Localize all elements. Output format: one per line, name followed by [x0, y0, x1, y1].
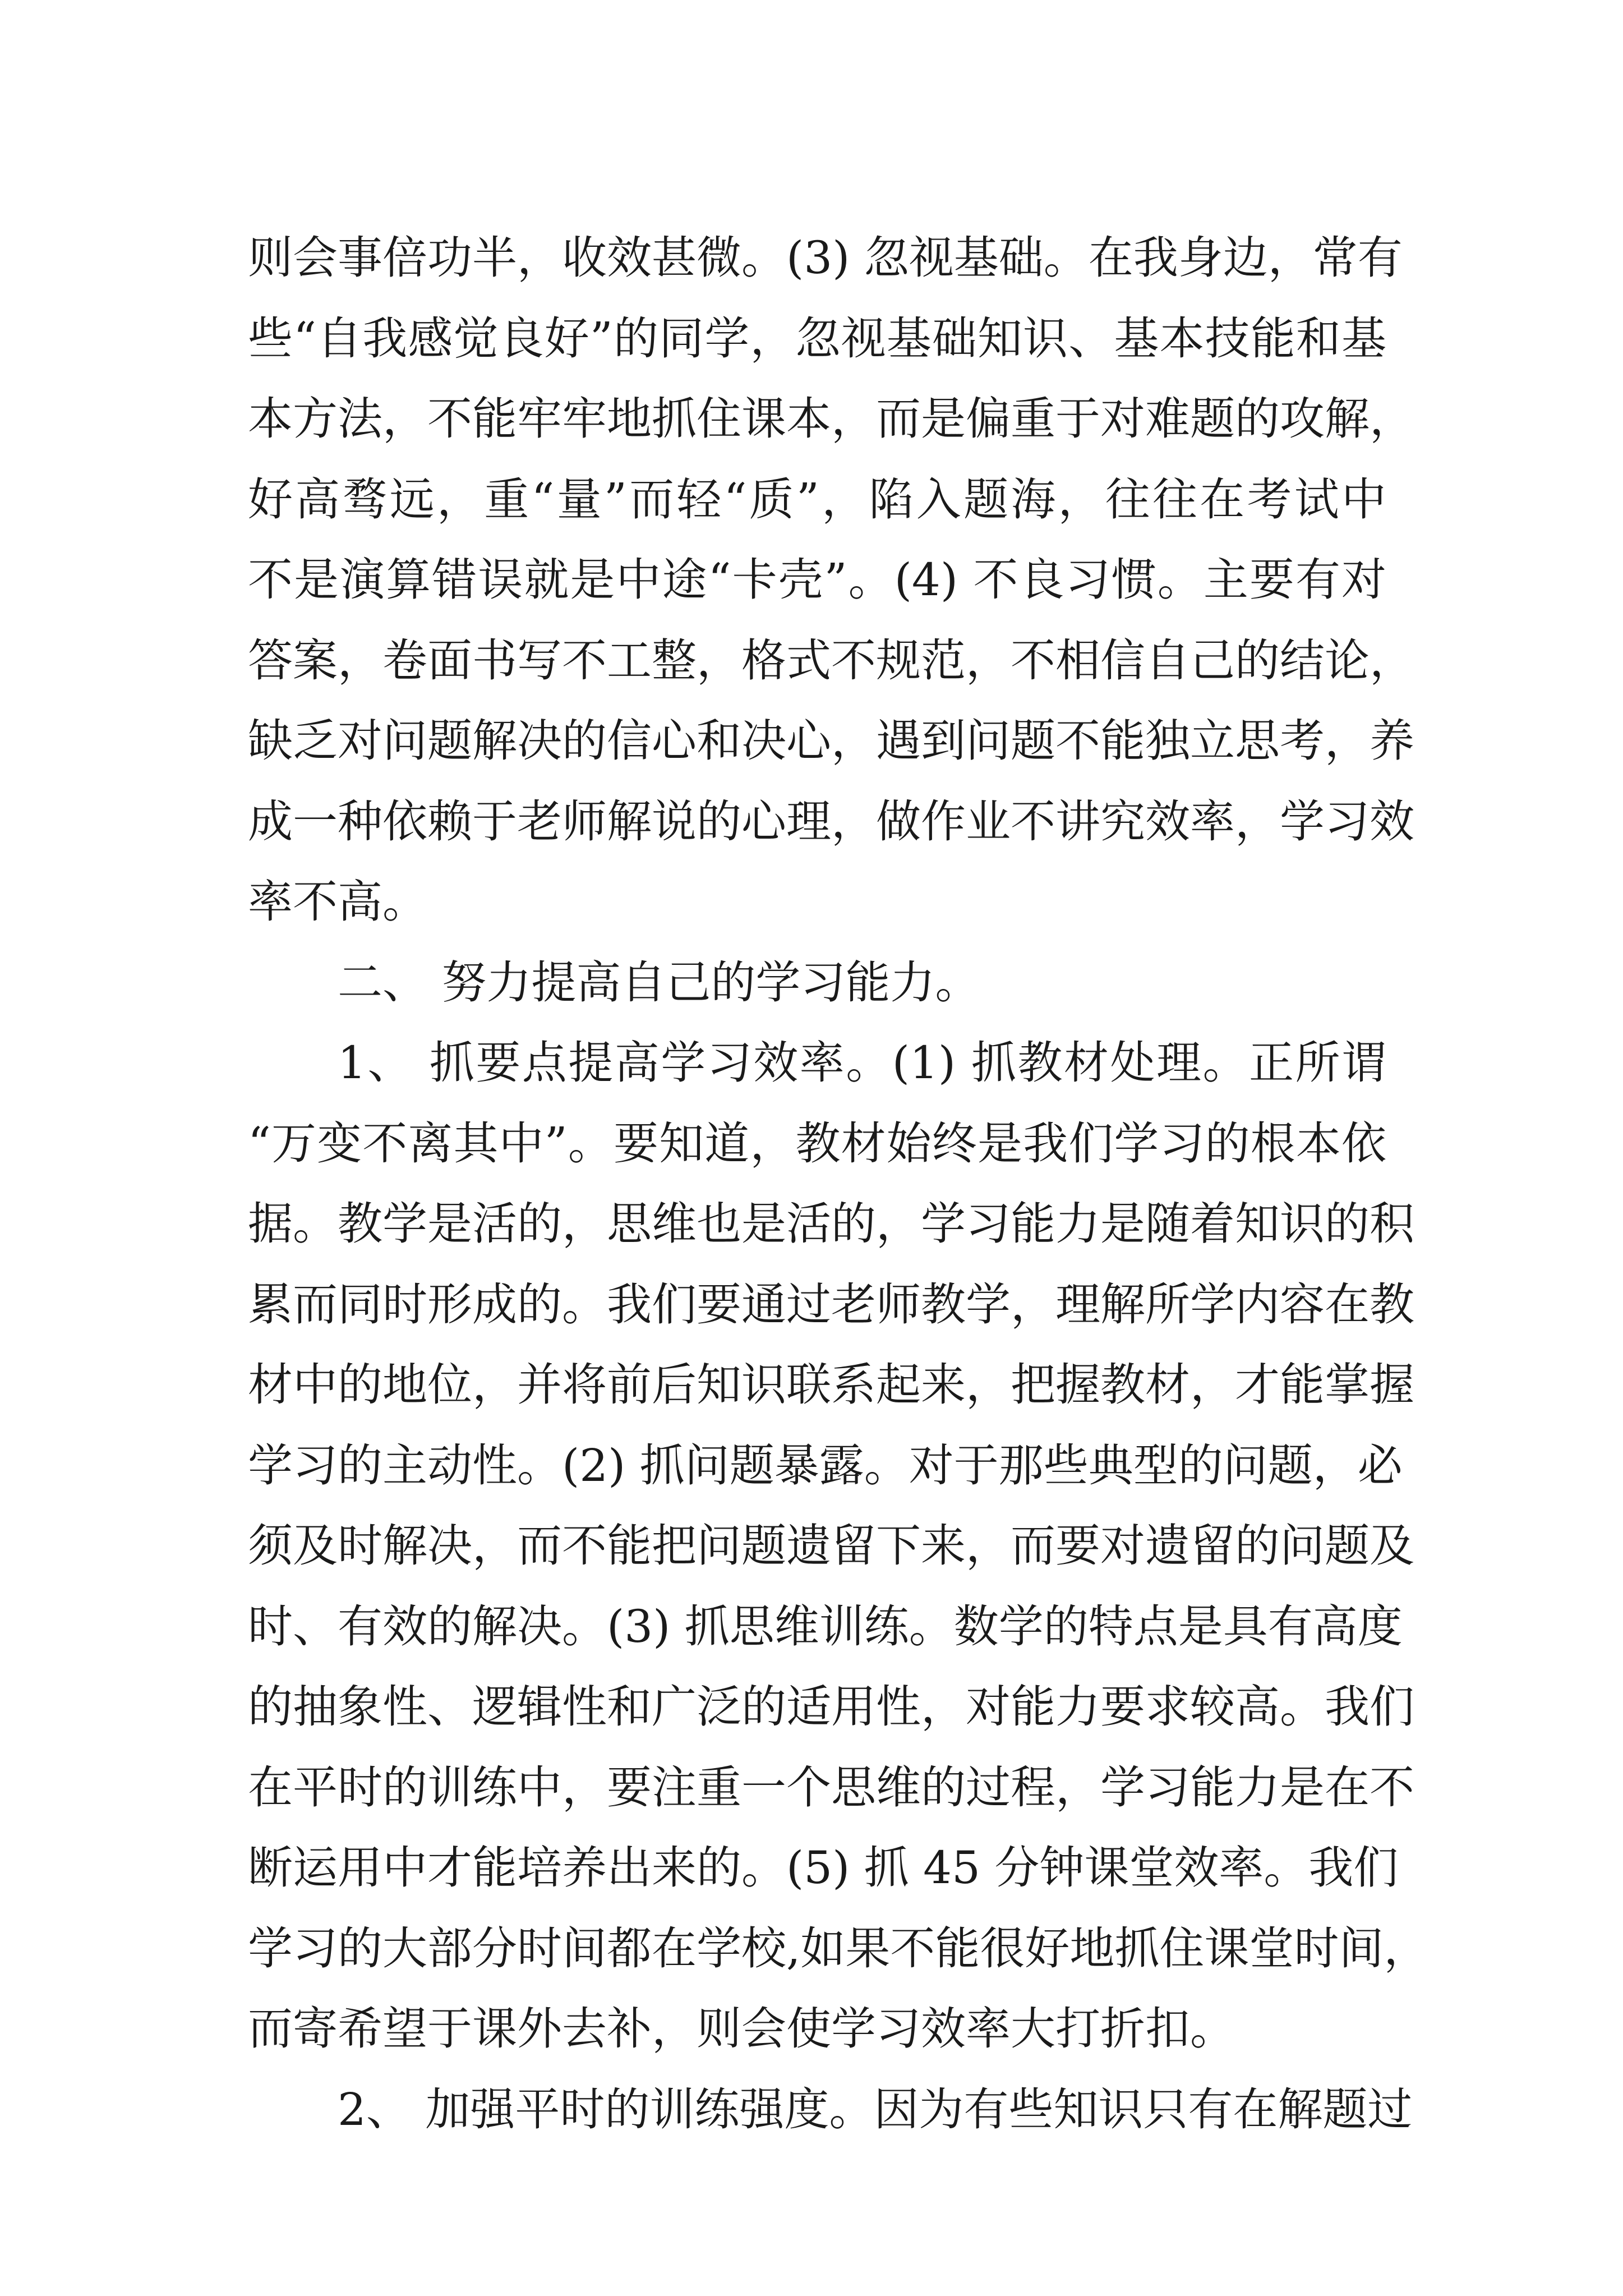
- text-line: 缺乏对问题解决的信心和决心，遇到问题不能独立思考，养: [248, 715, 1414, 767]
- text-line: 2、 加强平时的训练强度。因为有些知识只有在解题过: [338, 2083, 1413, 2136]
- text-line: 二、 努力提高自己的学习能力。: [338, 956, 980, 1009]
- text-line: 学习的大部分时间都在学校,如果不能很好地抓住课堂时间，: [248, 1922, 1429, 1975]
- text-line: 学习的主动性。(2) 抓问题暴露。对于那些典型的问题，必: [248, 1439, 1403, 1492]
- text-line: 成一种依赖于老师解说的心理，做作业不讲究效率，学习效: [248, 795, 1414, 848]
- text-line: 累而同时形成的。我们要通过老师教学，理解所学内容在教: [248, 1278, 1414, 1331]
- text-line: 本方法，不能牢牢地抓住课本，而是偏重于对难题的攻解，: [248, 393, 1414, 445]
- text-line: 则会事倍功半，收效甚微。(3) 忽视基础。在我身边，常有: [248, 232, 1403, 284]
- text-line: 而寄希望于课外去补，则会使学习效率大打折扣。: [248, 2003, 1235, 2055]
- text-line: 据。教学是活的，思维也是活的，学习能力是随着知识的积: [248, 1198, 1414, 1250]
- text-line: 时、有效的解决。(3) 抓思维训练。数学的特点是具有高度: [248, 1600, 1403, 1653]
- text-line: 答案，卷面书写不工整，格式不规范，不相信自己的结论，: [248, 634, 1414, 687]
- text-line: 须及时解决，而不能把问题遗留下来，而要对遗留的问题及: [248, 1520, 1414, 1572]
- text-line: 率不高。: [248, 876, 427, 928]
- text-line: 1、 抓要点提高学习效率。(1) 抓教材处理。正所谓: [338, 1037, 1386, 1089]
- text-line: 在平时的训练中，要注重一个思维的过程，学习能力是在不: [248, 1761, 1414, 1814]
- text-line: 好高骛远，重“量”而轻“质”，陷入题海，往往在考试中: [248, 473, 1386, 526]
- text-line: 材中的地位，并将前后知识联系起来，把握教材，才能掌握: [248, 1359, 1414, 1411]
- text-line: 不是演算错误就是中途“卡壳”。(4) 不良习惯。主要有对: [248, 554, 1386, 606]
- text-line: 的抽象性、逻辑性和广泛的适用性，对能力要求较高。我们: [248, 1681, 1414, 1733]
- text-line: 断运用中才能培养出来的。(5) 抓 45 分钟课堂效率。我们: [248, 1842, 1399, 1894]
- text-line: 些“自我感觉良好”的同学，忽视基础知识、基本技能和基: [248, 312, 1386, 365]
- text-line: “万变不离其中”。要知道，教材始终是我们学习的根本依: [248, 1117, 1386, 1170]
